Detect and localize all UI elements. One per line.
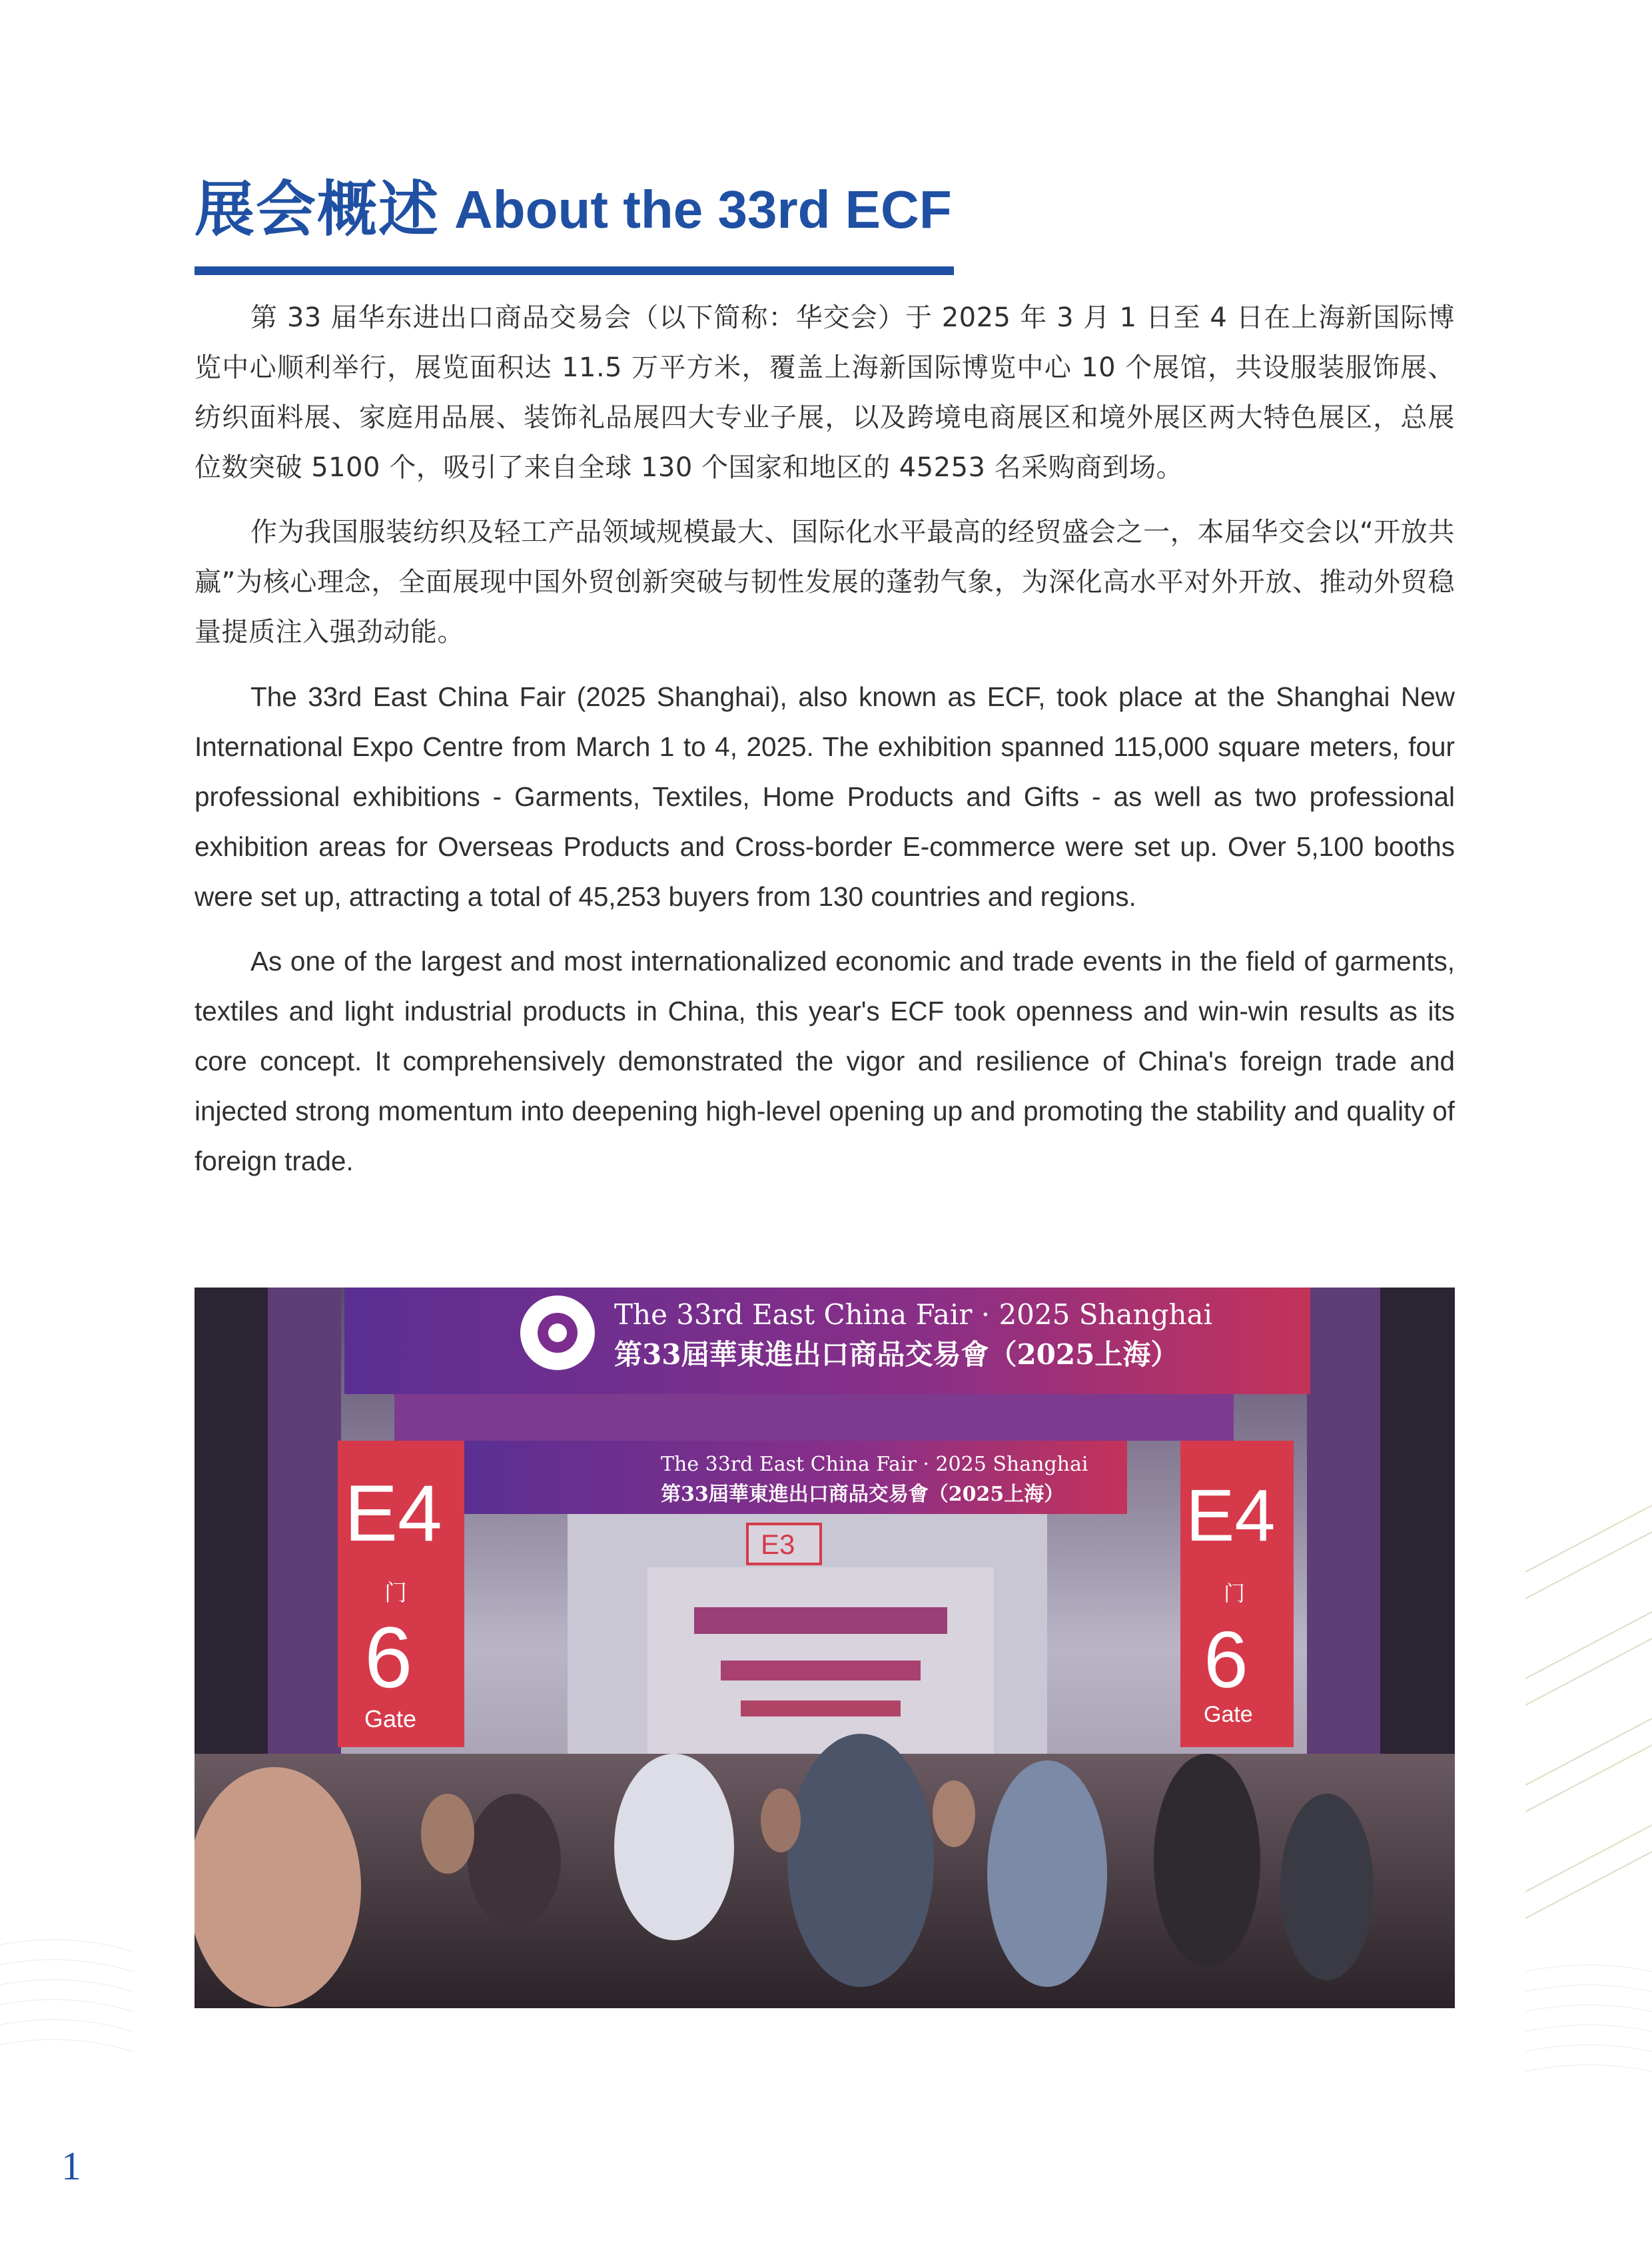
body-text bbox=[195, 293, 1455, 1186]
title-en: About the 33rd ECF bbox=[454, 180, 952, 239]
gate-sign-left-hall: E4 bbox=[344, 1469, 442, 1558]
paragraph-en-1: The 33rd East China Fair (2025 Shanghai), also known as ECF, took place at the Shanghai New International Expo Centre from March 1 to 4, 2025. The exhibition spanned 115,000 square meters, four professional exhibitions - Garments, Textiles, Home Products and Gifts - as well as two professional exhibition areas for Overseas Products and Cross-border E-commerce were set up. Over 5,100 booths were set up, attracting a total of 45,253 buyers from 130 countries and regions. bbox=[195, 681, 1455, 912]
section-heading bbox=[195, 175, 954, 244]
gate-sign-right-number: 6 bbox=[1204, 1615, 1248, 1704]
banner-2-en: The 33rd East China Fair · 2025 Shanghai bbox=[661, 1453, 1088, 1476]
inner-hall-sign: E3 bbox=[761, 1529, 795, 1560]
title-underline bbox=[195, 266, 954, 275]
title-zh: 展会概述 bbox=[195, 175, 440, 244]
decorative-lines-right bbox=[1525, 1465, 1652, 2131]
gate-sign-left-label-en: Gate bbox=[364, 1705, 417, 1732]
paragraph-zh-2: 作为我国服装纺织及轻工产品领域规模最大、国际化水平最高的经贸盛会之一，本届华交会以“开放共赢”为核心理念，全面展现中国外贸创新突破与韧性发展的蓬勃气象，为深化高水平对外开放、推动外贸稳量提质注入强劲动能。 bbox=[195, 517, 1455, 647]
paragraph-zh-1: 第 33 届华东进出口商品交易会（以下简称：华交会）于 2025 年 3 月 1 日至 4 日在上海新国际博览中心顺利举行，展览面积达 11.5 万平方米，覆盖上海新国际博览中心 10 个展馆，共设服装服饰展、纺织面料展、家庭用品展、装饰礼品展四大专业子展，以及跨境电商展区和境外展区两大特色展区，总展位数突破 5100 个，吸引了来自全球 130 个国家和地区的 45253 名采购商到场。 bbox=[195, 302, 1455, 483]
page-number: 1 bbox=[61, 2144, 81, 2188]
gate-sign-right-hall: E4 bbox=[1186, 1475, 1276, 1557]
decorative-lines-left bbox=[0, 1932, 133, 2105]
exhibition-photo bbox=[195, 1288, 1455, 2008]
banner-main-zh: 第33屆華東進出口商品交易會（2025上海） bbox=[614, 1338, 1179, 1371]
gate-sign-left-label-zh: 门 bbox=[384, 1580, 407, 1607]
gate-sign-left-number: 6 bbox=[364, 1609, 413, 1706]
banner-2-zh: 第33屆華東進出口商品交易會（2025上海） bbox=[661, 1483, 1064, 1506]
gate-sign-right-label-zh: 门 bbox=[1224, 1581, 1246, 1606]
banner-main-en: The 33rd East China Fair · 2025 Shanghai bbox=[614, 1298, 1213, 1331]
page-title bbox=[195, 175, 954, 244]
paragraph-en-2: As one of the largest and most internationalized economic and trade events in the field of garments, textiles and light industrial products in China, this year's ECF took openness and win-win results as its core concept. It comprehensively demonstrated the vigor and resilience of China's foreign trade and injected strong momentum into deepening high-level opening up and promoting the stability and quality of foreign trade. bbox=[195, 946, 1455, 1176]
gate-sign-right-label-en: Gate bbox=[1204, 1702, 1253, 1727]
